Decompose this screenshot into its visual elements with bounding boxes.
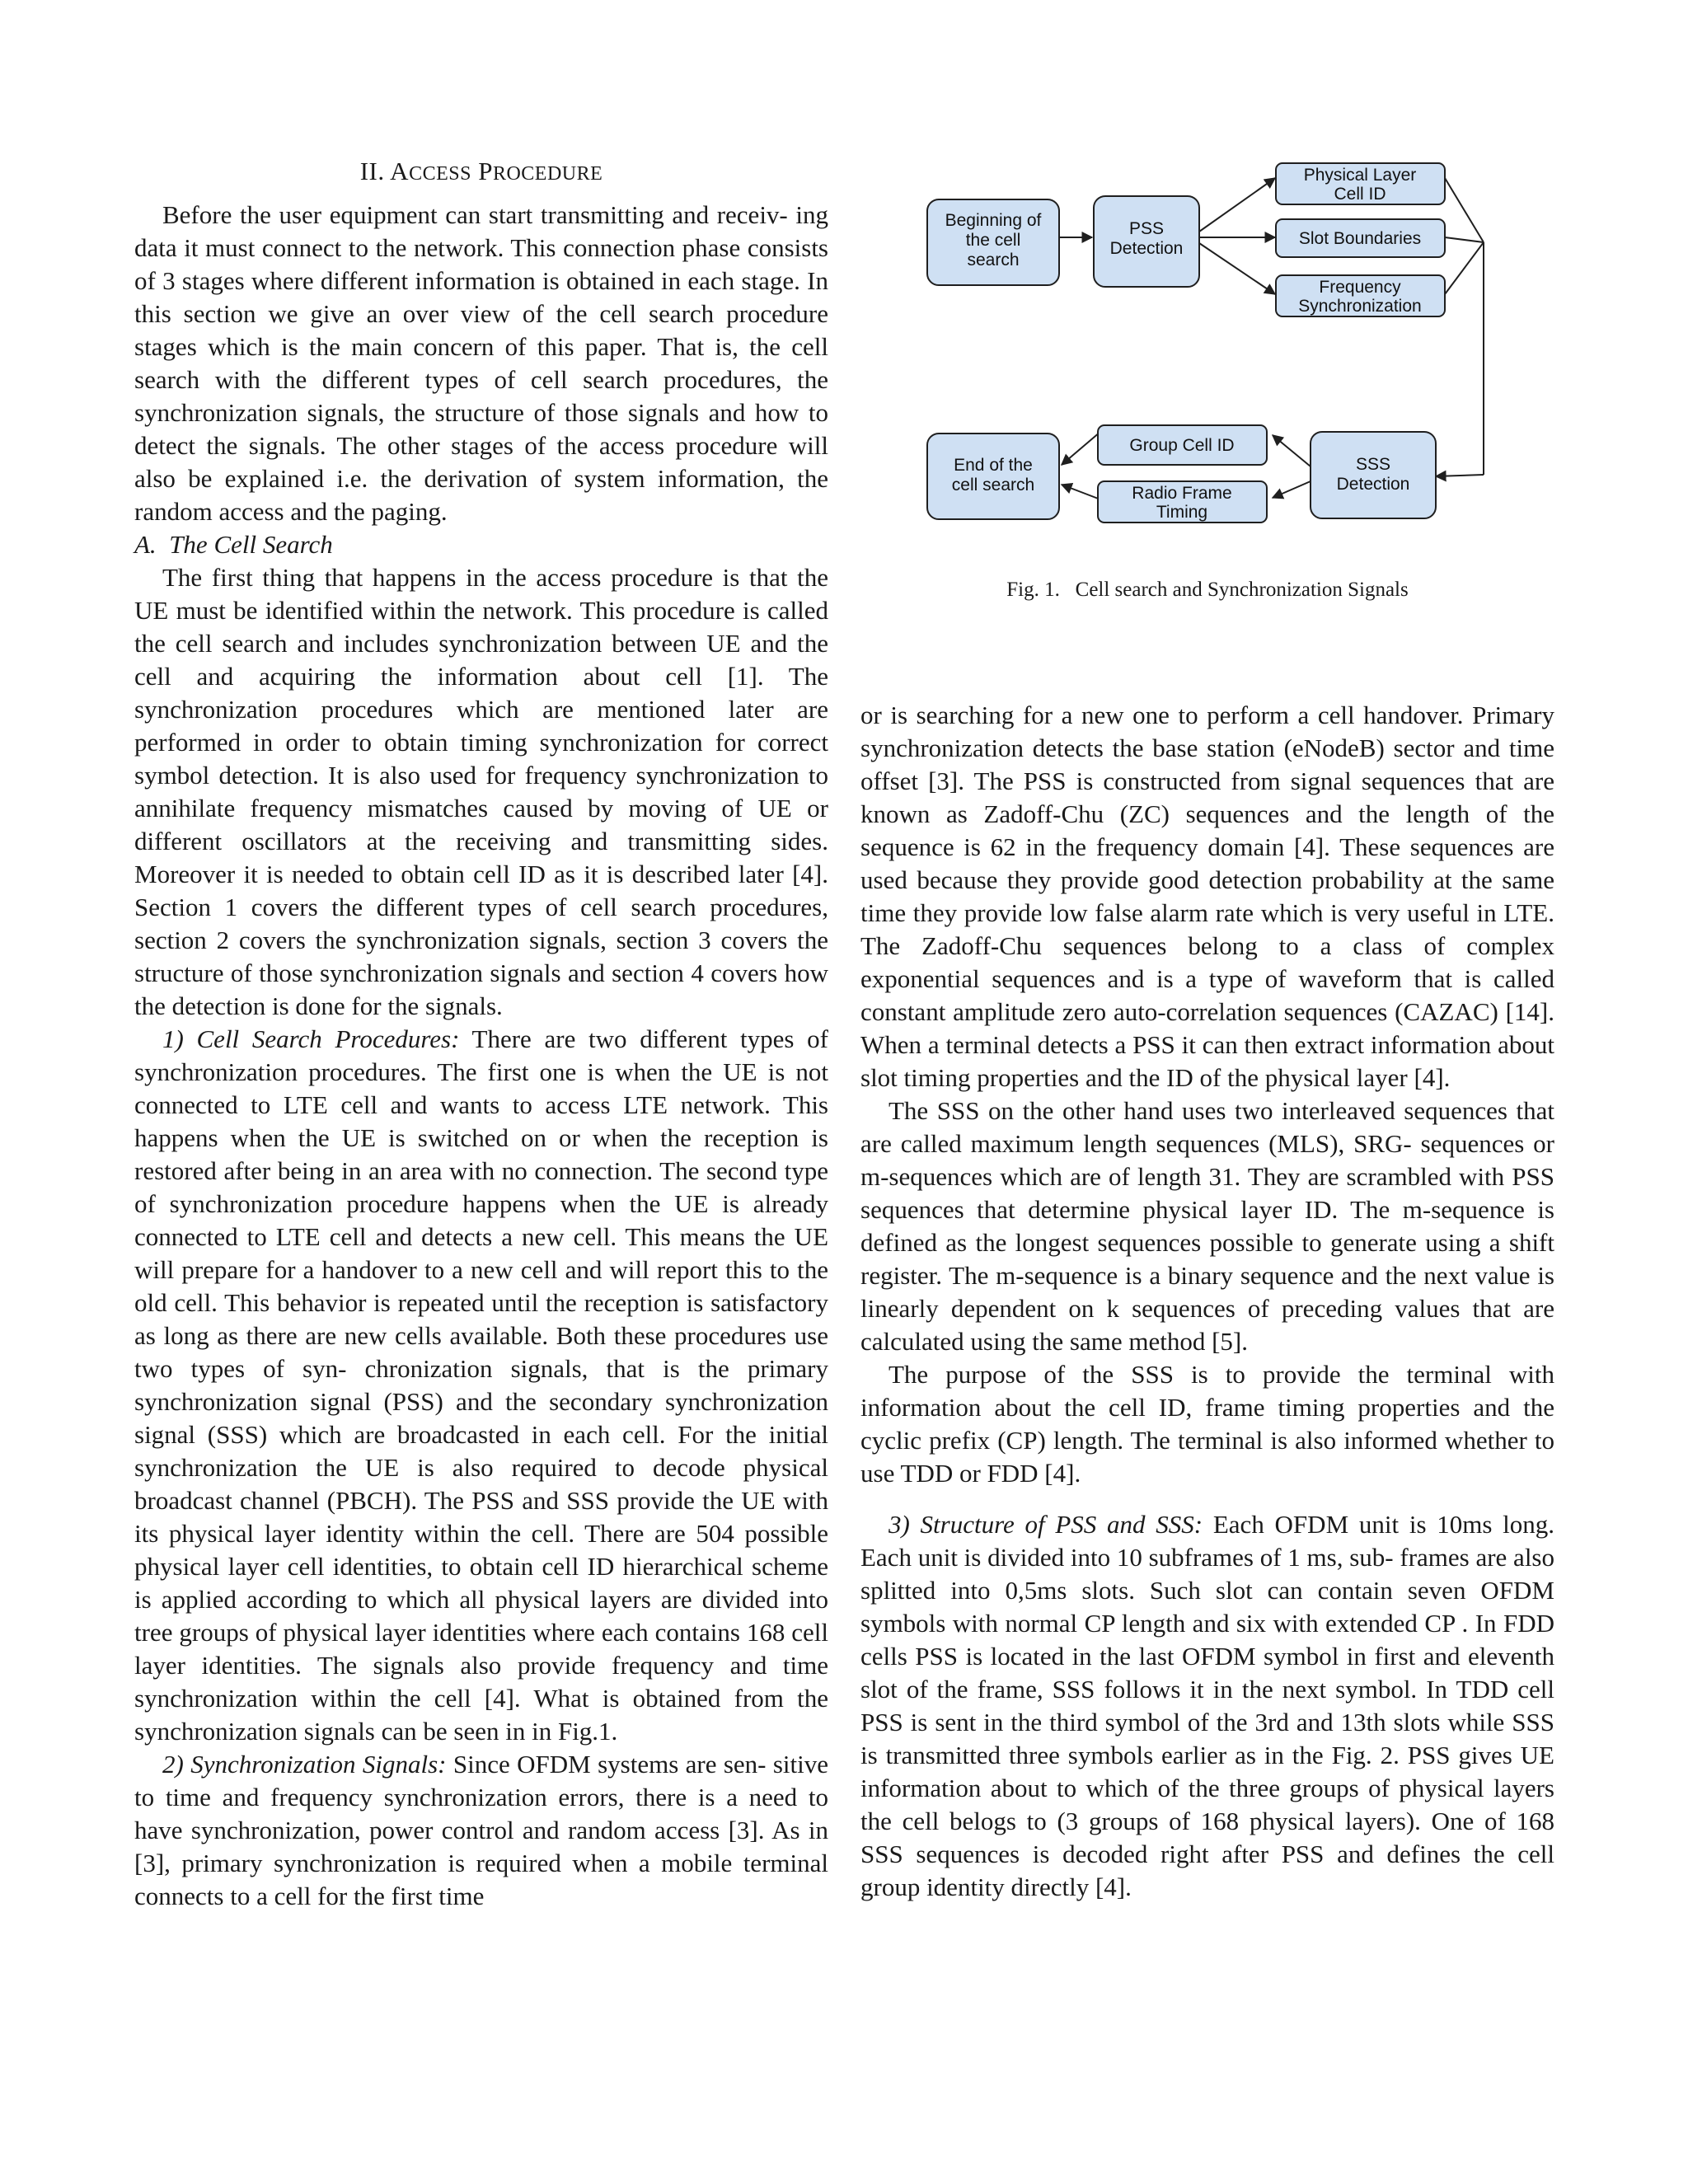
synchronization-signals-paragraph: 2) Synchronization Signals: Since OFDM systems are sen- sitive to time and frequency synchronization errors, there is a need to have synchronization, power control and random access [3]. As in [3], primary synchronization is required when a mobile terminal connects to a cell for the first time [134,1750,829,1910]
flow-diagram [915,153,1492,532]
pss-continuation-paragraph: or is searching for a new one to perform a cell handover. Primary synchronization detects the base station (eNodeB) sector and time offset [3]. The PSS is constructed from signal sequences that are known as Zadoff-Chu (ZC) sequences and the length of the sequence is 62 in the frequency domain [4]. These sequences are used because they provide good detection probability at the same time they provide low false alarm rate which is very useful in LTE. The Zadoff-Chu sequences belong to a class of complex exponential sequences and is a type of waveform that is called constant amplitude zero auto-correlation sequences (CAZAC) [14]. When a terminal detects a PSS it can then extract information about slot timing properties and the ID of the physical layer [4]. [860,701,1554,1092]
paragraph-heading: 3) Structure of PSS and SSS: [889,1510,1203,1539]
line-slot-join [1445,237,1484,242]
arrow-group-to-end [1062,432,1100,465]
caption-text: Cell search and Synchronization Signals [1075,579,1409,601]
node-beginning-line3: search [967,251,1020,269]
arrow-to-sss [1436,475,1484,476]
node-beginning-line2: the cell [965,231,1021,250]
arrow-pss-to-phys [1199,178,1275,232]
arrow-sss-to-radio [1273,481,1311,498]
sss-purpose-paragraph: The purpose of the SSS is to provide the terminal with information about the cell ID, frame timing properties and the cyclic prefix (CP) length. The terminal is also informed whether to use TDD or FDD [4]. [860,1360,1554,1488]
section-number: II. [359,157,385,185]
right-column [860,699,1554,1904]
node-freq-line1: Frequency [1319,278,1401,297]
paragraph-heading: 2) Synchronization Signals: [162,1750,447,1779]
node-radio-line1: Radio Frame [1132,484,1232,503]
caption-label: Fig. 1. [1006,579,1060,601]
structure-paragraph: 3) Structure of PSS and SSS: Each OFDM unit is 10ms long. Each unit is divided into 10 subframes of 1 ms, sub- frames are also splitted into 0,5ms slots. Such slot can contain seven OFDM symbols with normal CP length and six with extended CP . In FDD cells PSS is located in the last OFDM symbol in first and eleventh slot of the frame, SSS follows it in the next symbol. In TDD cell PSS is sent in the third symbol of the 3rd and 13th slots while SSS is transmitted three symbols earlier as in the Fig. 2. PSS gives UE information about to which of the three groups of physical layers the cell belogs to (3 groups of 168 physical layers). One of 168 SSS sequences is decoded right after PSS and defines the cell group identity directly [4]. [860,1510,1555,1901]
cell-search-procedures-paragraph: 1) Cell Search Procedures: There are two different types of synchronization procedures. The first one is when the UE is not connected to LTE cell and wants to access LTE network. This happens when the UE is switched on or when the reception is restored after being in an area with no connection. The second type of synchronization procedure happens when the UE is already connected to LTE cell and detects a new cell. This means the UE will prepare for a handover to a new cell and will report this to the old cell. This behavior is repeated until the reception is satisfactory as long as there are new cells available. Both these procedures use two types of syn- chronization signals, that is the primary synchronization signal (PSS) and the secondary synchronization signal (SSS) which are broadcasted in each cell. For the initial synchronization the UE is also required to decode physical broadcast channel (PBCH). The PSS and SSS provide the UE with its physical layer identity within the cell. There are 504 possible physical layer cell identities, to obtain cell ID hierarchical scheme is applied according to which all physical layers are divided into tree groups of physical layer identities where each contains 168 cell layer identities. The signals also provide frequency and time synchronization within the cell [4]. What is obtained from the synchronization signals can be seen in in Fig.1. [134,1024,828,1746]
arrow-sss-to-group [1273,435,1311,466]
node-phys-line1: Physical Layer [1303,166,1417,185]
arrow-pss-to-freq [1199,243,1275,294]
line-phys-join [1445,178,1484,242]
sss-sequences-paragraph: The SSS on the other hand uses two interleaved sequences that are called maximum length sequences (MLS), SRG- sequences or m-sequences which are of length 31. They are scrambled with PSS sequences that determine physical layer ID. The m-sequence is defined as the longest sequences possible to generate using a shift register. The m-sequence is a binary sequence and the next value is linearly dependent on k sequences of preceding values that are calculated using the same method [5]. [860,1096,1554,1356]
node-end-line1: End of the [954,456,1033,475]
cell-search-paragraph: The first thing that happens in the access procedure is that the UE must be identified within the network. This procedure is called the cell search and includes synchronization between UE and the cell and acquiring the information about cell [1]. The synchronization procedures which are mentioned later are performed in order to obtain timing synchronization for correct symbol detection. It is also used for frequency synchronization to annihilate frequency mismatches caused by moving of UE or different oscillators at the receiving and transmitting sides. Moreover it is needed to obtain cell ID as it is described later [4]. Section 1 covers the different types of cell search procedures, section 2 covers the synchronization signals, section 3 covers the structure of those synchronization signals and section 4 covers how the detection is done for the signals. [134,563,828,1020]
arrow-radio-to-end [1062,485,1100,499]
node-sss-line1: SSS [1355,455,1391,474]
paragraph-heading: 1) Cell Search Procedures: [162,1024,460,1053]
section-intro-paragraph: Before the user equipment can start transmitting and receiv- ing data it must connect to the network. This connection phase consists of 3 stages where different information is obtained in each stage. In this section we give an over view of the cell search procedure stages which is the main concern of this paper. That is, the cell search with the different types of cell search procedures, the synchronization signals, the structure of those signals and how to detect the signals. The other stages of the access procedure will also be explained i.e. the derivation of system information, the random access and the paging. [134,200,828,526]
node-pss-line1: PSS [1128,219,1165,238]
line-freq-join [1445,242,1484,294]
node-beginning-line1: Beginning of [945,211,1042,230]
subsection-heading: A. The Cell Search [134,530,333,559]
node-group-line1: Group Cell ID [1129,436,1235,455]
node-slot-line1: Slot Boundaries [1298,229,1422,248]
figure-caption [860,577,1554,603]
node-phys-line2: Cell ID [1334,185,1386,204]
node-radio-line2: Timing [1156,503,1208,522]
node-pss-line2: Detection [1109,239,1184,258]
section-heading: II. ACCESS PROCEDURE [359,157,603,185]
figure-cell-search-diagram [915,153,1492,532]
node-end-line2: cell search [951,476,1035,494]
node-freq-line2: Synchronization [1298,297,1422,316]
left-column [134,155,828,1913]
node-sss-line2: Detection [1336,475,1410,494]
